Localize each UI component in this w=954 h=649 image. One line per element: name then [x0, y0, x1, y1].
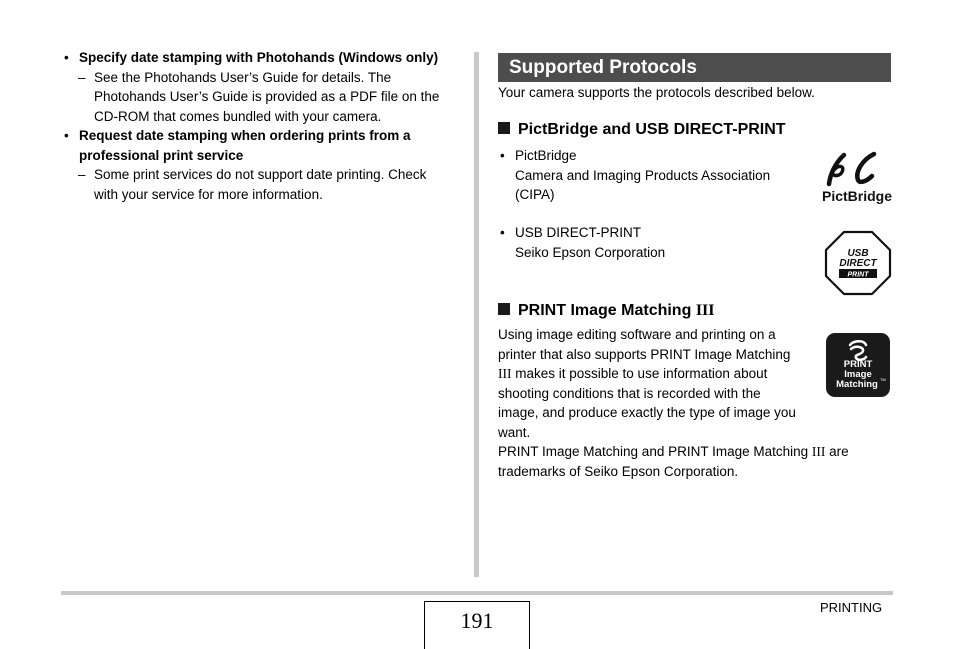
body-line — [498, 442, 878, 462]
pim-body — [498, 325, 878, 481]
note-line: See the Photohands User’s Guide for details. The — [94, 69, 392, 85]
bullet-dot: • — [500, 148, 505, 163]
square-bullet-icon — [498, 303, 510, 315]
body-line: printer that also supports PRINT Image Matching — [498, 346, 791, 362]
body-line: Using image editing software and printing on a — [498, 327, 776, 342]
bullet-item-photohands — [62, 48, 462, 68]
roman-numeral: III — [811, 444, 826, 459]
protocol-item — [498, 223, 798, 262]
note-line: Some print services do not support date printing. Check — [94, 167, 427, 182]
protocol-owner: Camera and Imaging Products Association — [515, 167, 771, 183]
bullet-title: Request date stamping when ordering prints from a — [79, 128, 411, 143]
protocol-item — [498, 146, 798, 205]
footer-section-label: PRINTING — [820, 600, 883, 615]
dash-note — [62, 165, 462, 204]
usb-logo-text: PRINT — [847, 271, 869, 279]
intro-text: Your camera supports the protocols described below. — [498, 85, 815, 100]
body-line: image, and produce exactly the type of image you — [498, 405, 796, 420]
protocol-name: USB DIRECT-PRINT — [515, 225, 642, 240]
print-image-matching-logo — [826, 333, 890, 397]
dash-mark: – — [78, 167, 86, 182]
bullet-dot: • — [64, 128, 69, 143]
left-column — [62, 48, 462, 204]
protocol-usb-direct-print — [498, 223, 798, 262]
column-divider — [474, 52, 479, 577]
protocol-name: PictBridge — [515, 148, 577, 163]
pim-logo-text: Matching — [836, 379, 878, 390]
protocol-pictbridge — [498, 146, 798, 205]
body-line: shooting conditions that is recorded with the — [498, 385, 761, 401]
heading-roman: III — [695, 302, 715, 319]
body-line — [498, 364, 878, 384]
bullet-dot: • — [500, 225, 505, 240]
bullet-item-print-service — [62, 126, 462, 165]
pictbridge-logo — [822, 150, 892, 206]
section-title: Supported Protocols — [498, 53, 891, 82]
usb-logo-text: DIRECT — [839, 258, 877, 269]
note-line: Photohands User’s Guide is provided as a PDF file on the — [94, 89, 440, 104]
usb-direct-print-logo — [824, 230, 892, 296]
bullet-title: Specify date stamping with Photohands (Windows only) — [79, 50, 439, 65]
heading-text: PRINT Image Matching — [518, 302, 692, 319]
footer-rule — [61, 591, 893, 595]
pictbridge-logo-text: PictBridge — [822, 188, 892, 204]
page-number: 191 — [424, 601, 530, 649]
roman-numeral: III — [498, 366, 512, 381]
note-line: CD-ROM that comes bundled with your camera. — [94, 108, 382, 124]
square-bullet-icon — [498, 122, 510, 134]
body-text: PRINT Image Matching and PRINT Image Matching — [498, 444, 812, 459]
body-text: are — [825, 444, 849, 459]
pictbridge-logo-stroke — [834, 166, 843, 175]
dash-mark: – — [78, 69, 86, 85]
pim-heading — [498, 302, 715, 320]
pim-logo-text: PRINT — [843, 359, 873, 370]
pictbridge-logo-stroke — [857, 154, 874, 182]
bullet-title: professional print service — [79, 147, 244, 163]
protocol-owner: Seiko Epson Corporation — [515, 244, 666, 260]
note-line: with your service for more information. — [94, 186, 323, 202]
dash-note — [62, 68, 462, 127]
body-text: makes it possible to use information about — [511, 366, 768, 381]
protocol-owner: (CIPA) — [515, 187, 555, 202]
pim-logo-tm: TM — [880, 377, 886, 382]
body-line: want. — [498, 424, 531, 440]
pim-logo-text: Image — [844, 369, 872, 380]
pictbridge-heading — [498, 121, 786, 139]
body-line: trademarks of Seiko Epson Corporation. — [498, 463, 739, 479]
heading-text: PictBridge and USB DIRECT-PRINT — [518, 121, 786, 138]
usb-logo-text: USB — [847, 248, 869, 259]
bullet-dot: • — [64, 50, 69, 65]
